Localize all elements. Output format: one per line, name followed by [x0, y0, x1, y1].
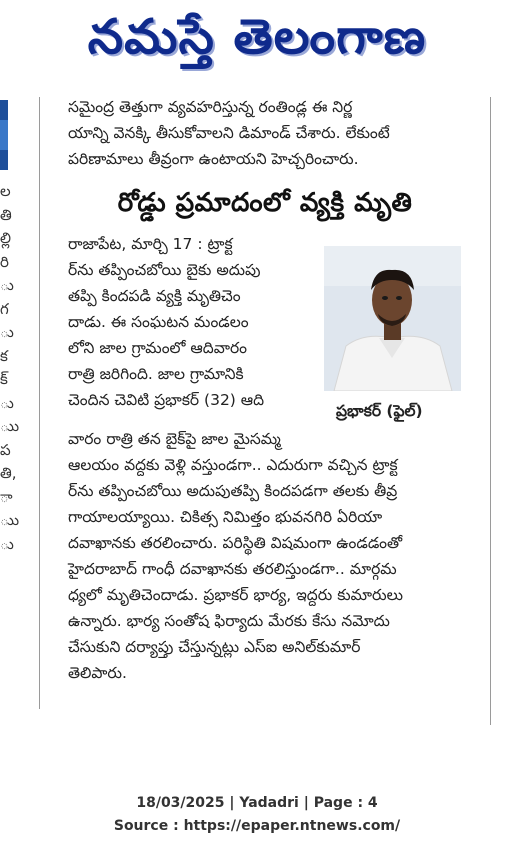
article-line: రాత్రి జరిగింది. జాల గ్రామానికి: [68, 365, 244, 383]
article-line: చేసుకుని దర్యాప్తు చేస్తున్నట్లు ఎస్ఐ అనిల్‌కుమార్: [68, 638, 361, 656]
adjacent-column-glyph: ుు: [0, 511, 20, 529]
article-line: ధ్యలో మృతిచెందాడు. ప్రభాకర్ భార్య, ఇద్దరు కుమారులు: [68, 586, 403, 604]
adjacent-column-glyph: తి,: [0, 464, 17, 482]
adjacent-column-glyph: క: [0, 346, 8, 365]
adjacent-column-glyph: ు: [0, 323, 14, 341]
footer-date-line: 18/03/2025 | Yadadri | Page : 4: [136, 795, 378, 811]
article-body-wide: [68, 426, 478, 686]
adjacent-column-glyph: క్: [0, 370, 8, 388]
adjacent-column-glyph: తి: [0, 205, 12, 224]
article-line: తప్పి కిందపడి వ్యక్తి మృతిచెం: [68, 287, 241, 305]
previous-article-tail: [68, 94, 468, 172]
adjacent-column-fragment: [0, 180, 18, 556]
adjacent-column-glyph: గ: [0, 299, 9, 318]
adjacent-column-glyph: ు: [0, 534, 14, 553]
adjacent-column-glyph: ా: [0, 487, 13, 506]
article-line: తెలిపారు.: [68, 664, 127, 682]
adjacent-column-glyph: ు: [0, 276, 14, 294]
masthead: [0, 0, 514, 80]
masthead-title: నమస్తే తెలంగాణ: [87, 9, 427, 65]
article-line: వారం రాత్రి తన బైక్‌పై జాల మైసమ్మ: [68, 430, 281, 448]
article-photo: [324, 246, 461, 391]
adjacent-column-glyph: ల: [0, 182, 11, 200]
article-line: ర్‌ను తప్పించబోయి అదుపుతప్పి కిందపడగా తలకు తీవ్ర: [68, 482, 398, 500]
article-line: లోని జాల గ్రామంలో ఆదివారం: [68, 339, 248, 357]
article-line: దవాఖానకు తరలించారు. పరిస్థితి విషమంగా ఉండడంతో: [68, 534, 403, 552]
previous-article-line: సమైంద్ర తెత్తుగా వ్యవహరిస్తున్న రంతిండ్ల ఈ నిర్ణ: [68, 98, 353, 116]
column-rule-right: [490, 97, 491, 725]
article-line: దాడు. ఈ సంఘటన మండలం: [68, 313, 249, 331]
adjacent-column-glyph: ల్లి: [0, 229, 11, 247]
article-headline: రోడ్డు ప్రమాదంలో వ్యక్తి మృతి: [117, 188, 413, 218]
adjacent-article-image-fragment: [0, 100, 8, 170]
article-line: హైదరాబాద్ గాంధీ దవాఖానకు తరలిస్తుండగా.. మార్గమ: [68, 560, 397, 578]
footer-source-line: Source : https://epaper.ntnews.com/: [113, 818, 401, 834]
previous-article-line: పరిణామాలు తీవ్రంగా ఉంటాయని హెచ్చరించారు.: [68, 150, 359, 168]
article-line: ఉన్నారు. భార్య సంతోష ఫిర్యాదు మేరకు కేసు నమోదు: [68, 612, 390, 630]
adjacent-column-glyph: ు: [0, 393, 14, 412]
article-line: రాజాపేట, మార్చి 17 : ట్రాక్ట: [68, 235, 233, 253]
photo-caption: ప్రభాకర్ (ఫైల్): [336, 402, 423, 420]
person-photo-illustration: [324, 246, 461, 391]
article-line: గాయాలయ్యాయి. చికిత్స నిమిత్తం భువనగిరి ఏరియా: [68, 508, 383, 526]
adjacent-column-glyph: ుు: [0, 417, 20, 435]
article-line: ర్‌ను తప్పించబోయి బైకు అదుపు: [68, 261, 261, 279]
article-body-narrow: [68, 231, 328, 413]
article-line: చెందిన చెవిటి ప్రభాకర్ (32) ఆది: [68, 391, 265, 409]
adjacent-column-glyph: ప: [0, 440, 11, 459]
previous-article-line: యాన్ని వెనక్కి తీసుకోవాలని డిమాండ్ చేశారు. లేకుంటే: [68, 124, 390, 142]
adjacent-column-glyph: రి: [0, 252, 9, 271]
article-line: ఆలయం వద్దకు వెళ్లి వస్తుండగా.. ఎదురుగా వచ్చిన ట్రాక్ట: [68, 456, 398, 474]
